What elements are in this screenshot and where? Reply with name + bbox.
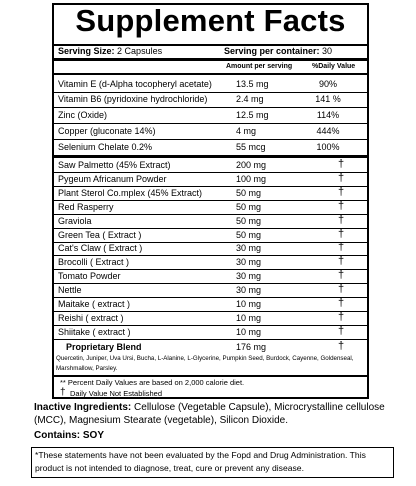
header-rule [54,73,367,75]
ingredient-dagger: † [338,269,345,281]
ingredient-name: Graviola [58,216,92,226]
blend-name: Proprietary Blend [66,342,142,352]
inactive-label: Inactive Ingredients: [34,402,132,413]
dv-header: %Daily Value [312,63,356,70]
ingredient-dagger: † [338,311,345,323]
ingredient-amount: 30 mg [236,285,262,295]
nutrient-dv: 114% [316,110,340,120]
per-container-label: Serving per container: [224,46,320,56]
row-divider [54,311,367,312]
row-divider [54,325,367,326]
ingredient-amount: 200 mg [236,160,267,170]
ingredient-amount: 100 mg [236,174,267,184]
nutrient-amount: 13.5 mg [236,79,269,89]
nutrient-amount: 55 mcg [236,142,266,152]
nutrient-name: Zinc (Oxide) [58,110,108,120]
ingredient-amount: 50 mg [236,188,262,198]
ingredient-name: Plant Sterol Co.mplex (45% Extract) [58,188,203,198]
ingredient-amount: 10 mg [236,299,262,309]
row-divider [54,339,367,340]
ingredient-dagger: † [338,214,345,226]
ingredient-amount: 30 mg [236,271,262,281]
ingredient-dagger: † [338,158,345,170]
ingredient-name: Red Rasperry [58,202,114,212]
inactive-text: Cellulose (Vegetable Capsule), Microcrystalline cellulose (MCC), Magnesium Stearate (vegetable), Silicon Dioxide. [34,402,385,426]
serving-size-value: 2 Capsules [117,46,163,56]
nutrient-amount: 2.4 mg [236,94,264,104]
nutrient-name: Vitamin E (d-Alpha tocopheryl acetate) [58,79,212,89]
ingredient-amount: 10 mg [236,313,262,323]
blend-dagger: † [338,340,345,352]
ingredient-amount: 50 mg [236,216,262,226]
ingredient-name: Tomato Powder [58,271,121,281]
blend-rule [54,375,367,377]
blend-amount: 176 mg [236,342,267,352]
amount-header: Amount per serving [226,63,293,70]
inactive-ingredients [34,401,404,427]
row-divider [54,297,367,298]
serving-size-label: Serving Size: [58,46,115,56]
nutrient-name: Vitamin B6 (pyridoxine hydrochloride) [58,94,208,104]
row-divider [54,123,367,124]
nutrient-dv: 141 % [315,94,341,104]
ingredient-amount: 30 mg [236,257,262,267]
per-container-value: 30 [322,46,333,56]
ingredient-name: Green Tea ( Extract ) [58,230,142,240]
ingredient-dagger: † [338,283,345,295]
vitamin-rule [54,155,367,158]
ingredient-name: Pygeum Africanum Powder [58,174,167,184]
row-divider [54,107,367,108]
ingredient-name: Saw Palmetto (45% Extract) [58,160,171,170]
nutrient-dv: 100% [316,142,340,152]
fda-disclaimer: *These statements have not been evaluated by the Fopd and Drug Administration. This product is not intended to diagnose, treat, cure or prevent any disease. [31,447,394,478]
nutrient-name: Copper (gluconate 14%) [58,126,156,136]
row-divider [54,172,367,173]
serving-size [58,46,162,56]
dagger-symbol: † [60,387,66,398]
dagger-footnote-text: Daily Value Not Established [70,389,162,398]
supplement-facts-panel [52,3,369,399]
row-divider [54,255,367,256]
ingredient-name: Cat's Claw ( Extract ) [58,243,143,253]
nutrient-dv: 90% [318,79,337,89]
row-divider [54,186,367,187]
ingredient-name: Reishi ( extract ) [58,313,124,323]
ingredient-dagger: † [338,186,345,198]
ingredient-amount: 50 mg [236,202,262,212]
ingredient-name: Maitake ( extract ) [58,299,131,309]
nutrient-name: Selenium Chelate 0.2% [58,142,153,152]
dagger-footnote [60,389,162,398]
ingredient-amount: 30 mg [236,243,262,253]
ingredient-dagger: † [338,200,345,212]
row-divider [54,283,367,284]
row-divider [54,200,367,201]
row-divider [54,92,367,93]
row-divider [54,139,367,140]
ingredient-dagger: † [338,255,345,267]
nutrient-dv: 444% [316,126,340,136]
ingredient-dagger: † [338,241,345,253]
servings-per-container [224,46,332,56]
row-divider [54,214,367,215]
ingredient-dagger: † [338,172,345,184]
row-divider [54,228,367,229]
ingredient-dagger: † [338,325,345,337]
ingredient-name: Brocolli ( Extract ) [58,257,130,267]
dv-footnote: ** Percent Daily Values are based on 2,000 calorie diet. [60,378,245,387]
ingredient-name: Shiitake ( extract ) [58,327,131,337]
serving-rule [54,58,367,61]
nutrient-amount: 12.5 mg [236,110,269,120]
nutrient-amount: 4 mg [236,126,257,136]
ingredient-dagger: † [338,297,345,309]
blend-ingredients: Quercetin, Juniper, Uva Ursi, Bucha, L-Alanine, L-Glycerine, Pumpkin Seed, Burdock, Cayenne, Goldenseal, Marshmallow, Parsley. [56,355,354,372]
ingredient-name: Nettle [58,285,82,295]
ingredient-dagger: † [338,228,345,240]
ingredient-amount: 50 mg [236,230,262,240]
ingredient-amount: 10 mg [236,327,262,337]
row-divider [54,269,367,270]
panel-title: Supplement Facts [75,3,346,38]
allergen-statement: Contains: SOY [34,430,105,441]
